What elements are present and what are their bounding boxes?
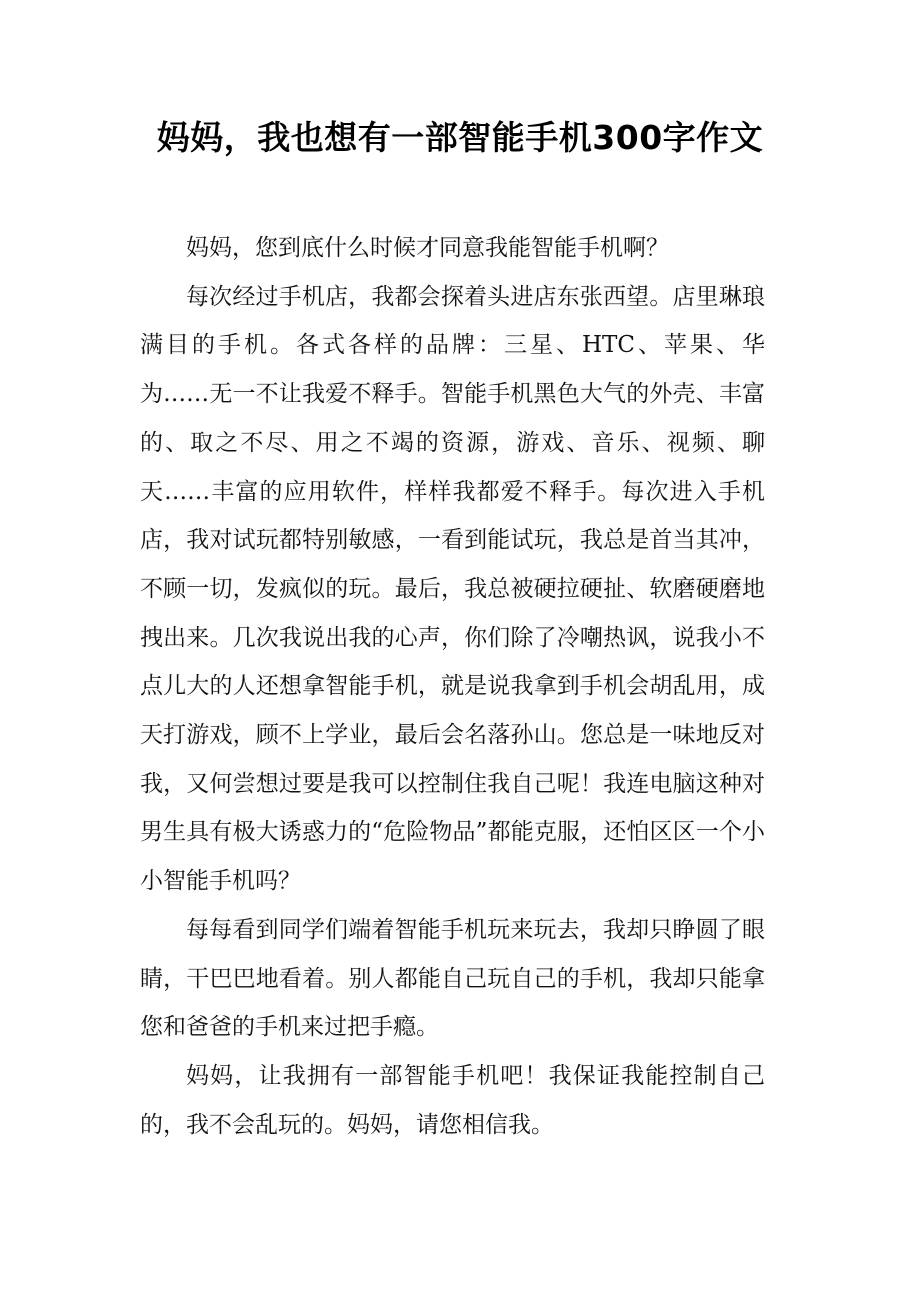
paragraph-3: 每每看到同学们端着智能手机玩来玩去，我却只睁圆了眼睛，干巴巴地看着。别人都能自己玩自己的手机，我却只能拿您和爸爸的手机来过把手瘾。 — [140, 916, 765, 1041]
essay-body — [140, 224, 765, 1149]
paragraph-2: 每次经过手机店，我都会探着头进店东张西望。店里琳琅满目的手机。各式各样的品牌：三星、HTC、苹果、华为……无一不让我爱不释手。智能手机黑色大气的外壳、丰富的、取之不尽、用之不竭的资源，游戏、音乐、视频、聊天……丰富的应用软件，样样我都爱不释手。每次进入手机店，我对试玩都特别敏感，一看到能试玩，我总是首当其冲，不顾一切，发疯似的玩。最后，我总被硬拉硬扯、软磨硬磨地拽出来。几次我说出我的心声，你们除了冷嘲热讽，说我小不点儿大的人还想拿智能手机，就是说我拿到手机会胡乱用，成天打游戏，顾不上学业，最后会名落孙山。您总是一味地反对我，又何尝想过要是我可以控制住我自己呢！我连电脑这种对男生具有极大诱惑力的“危险物品”都能克服，还怕区区一个小小智能手机吗？ — [140, 283, 765, 895]
page-title: 妈妈，我也想有一部智能手机300字作文 — [156, 118, 764, 157]
paragraph-1: 妈妈，您到底什么时候才同意我能智能手机啊？ — [186, 235, 669, 261]
paragraph-4: 妈妈，让我拥有一部智能手机吧！我保证我能控制自己的，我不会乱玩的。妈妈，请您相信我。 — [140, 1062, 765, 1138]
